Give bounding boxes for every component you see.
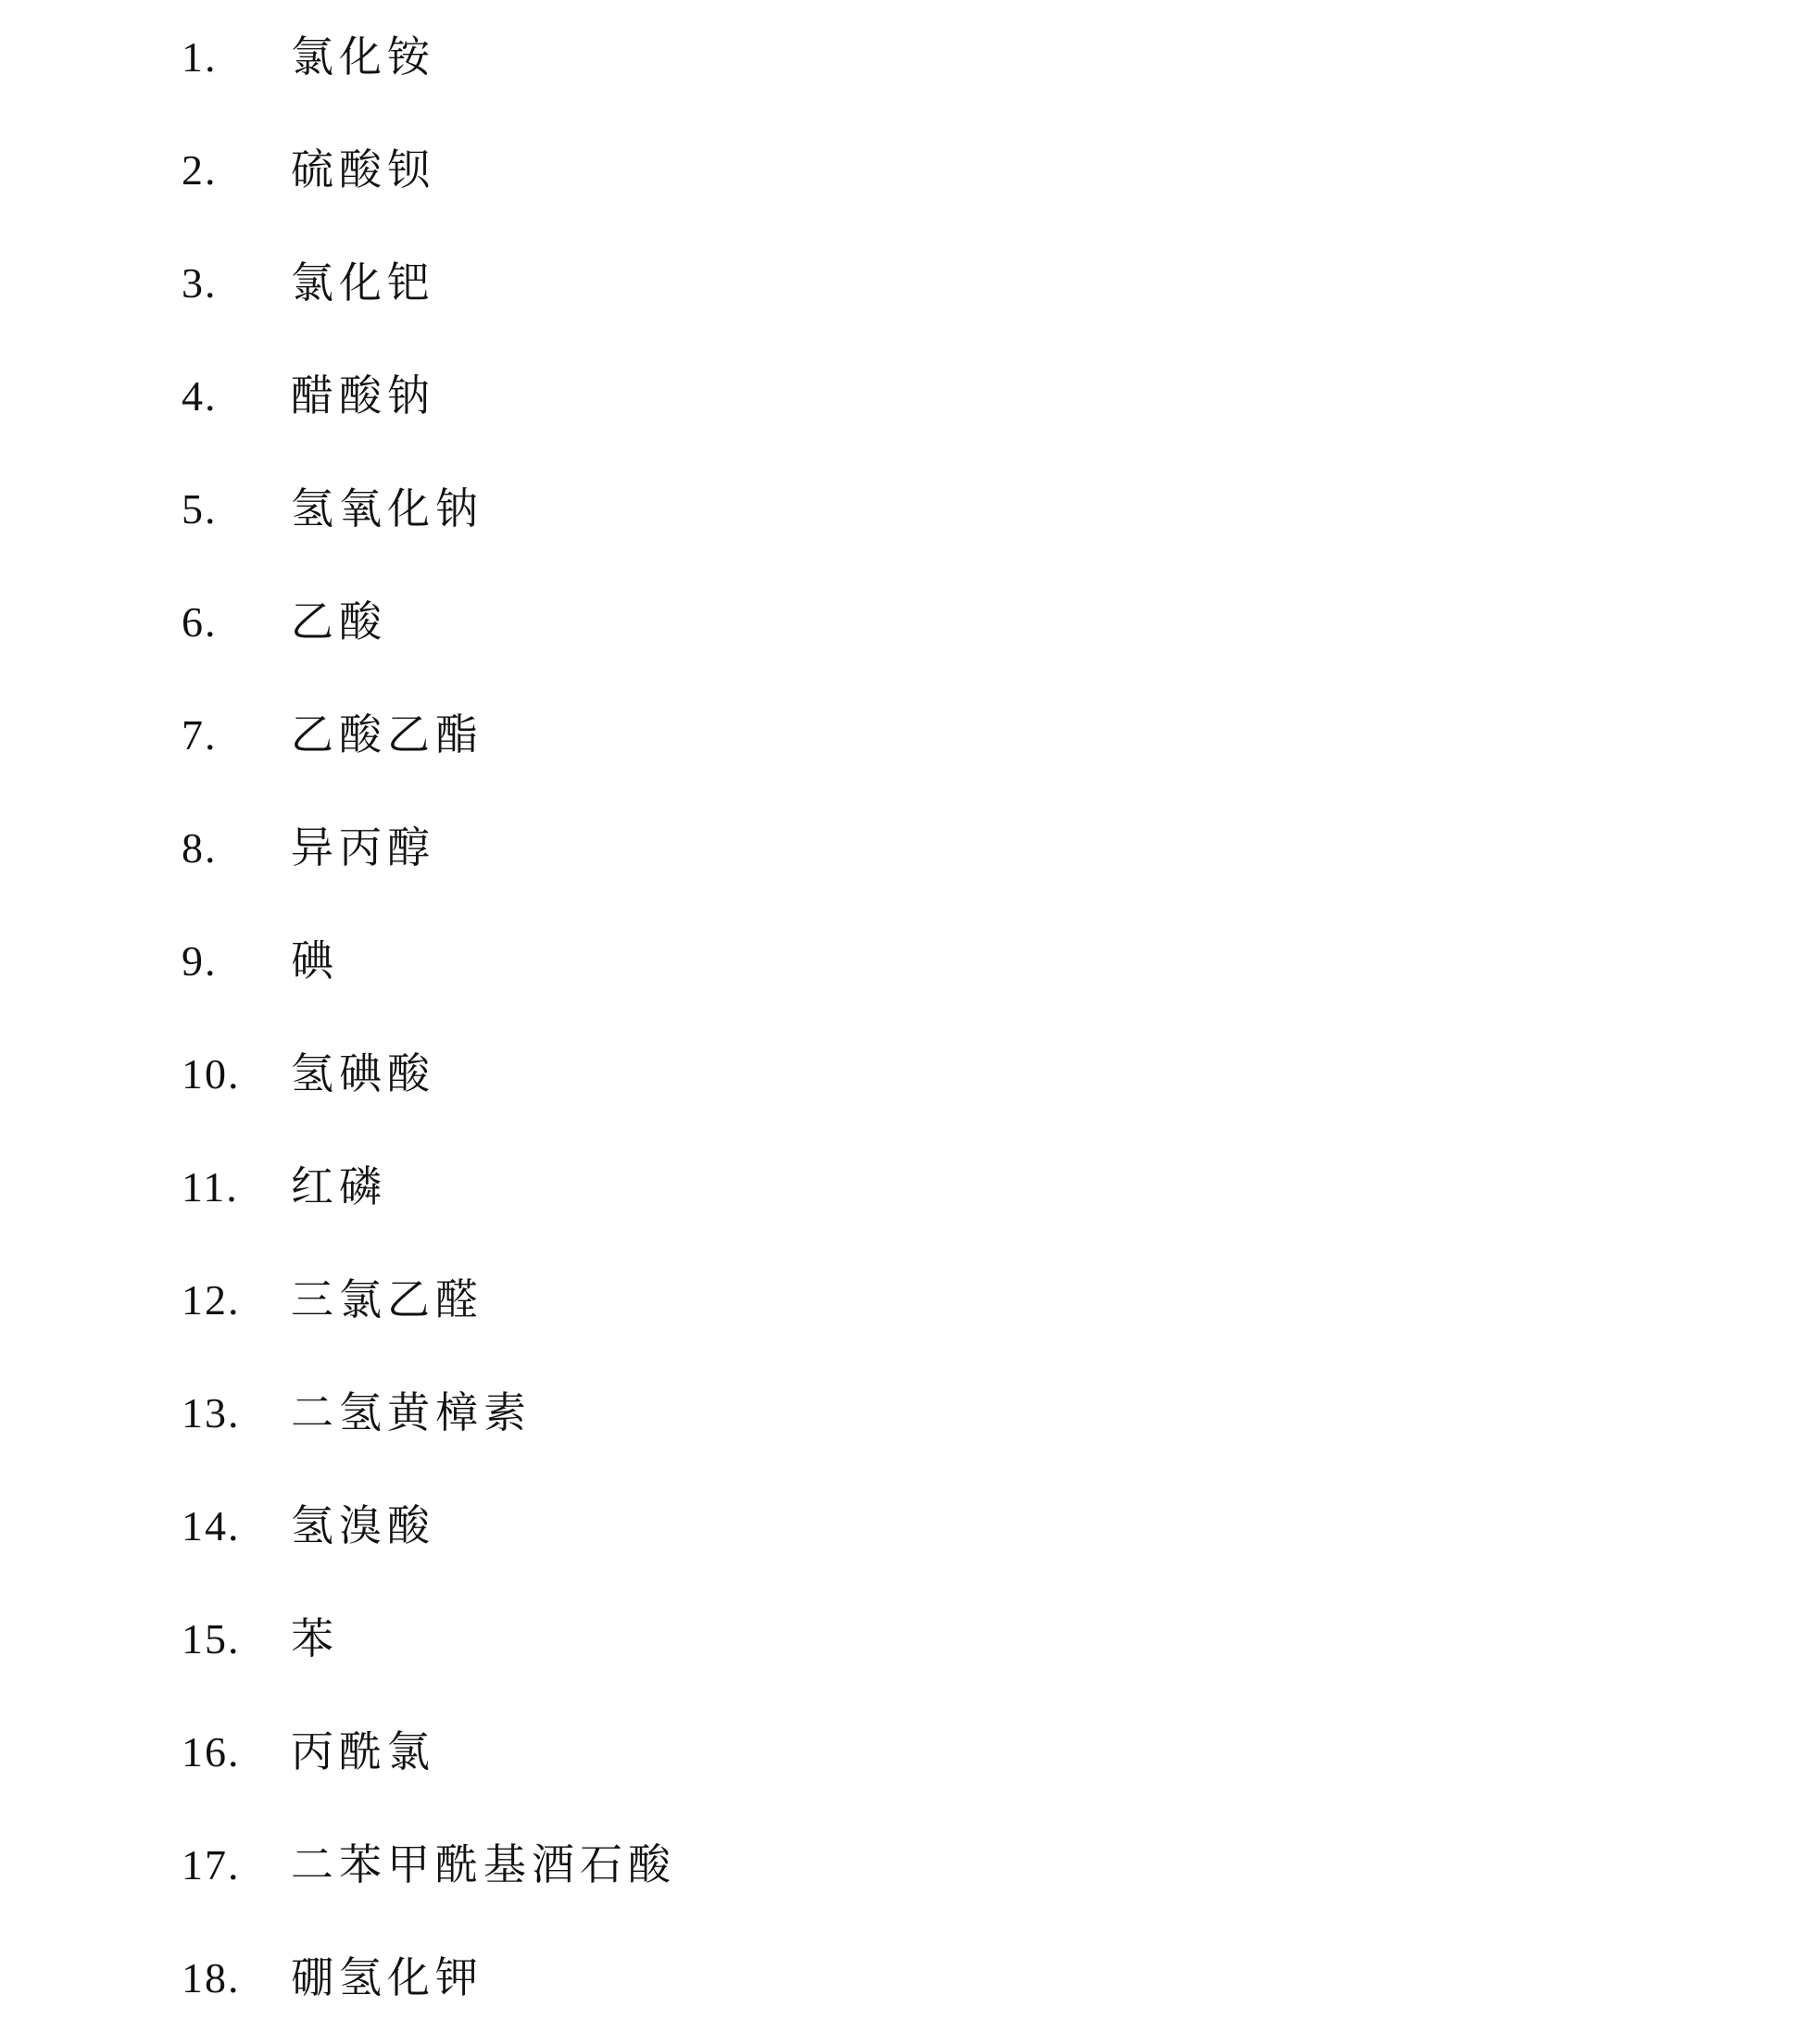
list-item: [182, 1921, 1663, 2020]
list-item: [182, 1356, 1663, 1469]
list-item-label: 氯化铵: [291, 31, 435, 82]
list-item: [182, 452, 1663, 565]
list-item-number: 16.: [182, 1728, 241, 1775]
list-item: [182, 904, 1663, 1017]
list-item-number: 12.: [182, 1276, 241, 1324]
list-item: [182, 565, 1663, 678]
list-item-label: 氢氧化钠: [291, 483, 483, 533]
list-item: [182, 113, 1663, 226]
list-item-number: 8.: [182, 824, 218, 872]
list-item: [182, 0, 1663, 113]
list-item-label: 乙酸: [291, 596, 387, 646]
list-item-number: 11.: [182, 1163, 239, 1211]
list-item: [182, 1017, 1663, 1130]
list-item-number: 1.: [182, 33, 218, 81]
list-item-number: 9.: [182, 937, 218, 985]
list-item: [182, 339, 1663, 452]
list-item: [182, 1808, 1663, 1921]
list-item-label: 红磷: [291, 1161, 387, 1211]
list-item-label: 二苯甲酰基酒石酸: [291, 1839, 676, 1889]
list-item-label: 氢碘酸: [291, 1048, 435, 1098]
list-item-label: 氢溴酸: [291, 1500, 435, 1550]
list-item-number: 18.: [182, 1954, 241, 2001]
list-item: [182, 226, 1663, 339]
list-item-number: 4.: [182, 372, 218, 420]
list-item-number: 6.: [182, 598, 218, 646]
list-item-number: 7.: [182, 711, 218, 759]
list-item-label: 异丙醇: [291, 822, 435, 872]
list-item: [182, 1243, 1663, 1356]
list-item-number: 17.: [182, 1841, 241, 1888]
list-item-label: 二氢黄樟素: [291, 1387, 532, 1437]
list-item-label: 乙酸乙酯: [291, 709, 483, 759]
chemical-list: [182, 0, 1663, 2020]
list-item: [182, 1469, 1663, 1582]
list-item: [182, 1582, 1663, 1695]
list-item-label: 硫酸钡: [291, 144, 435, 194]
list-item-label: 醋酸钠: [291, 370, 435, 420]
list-item-number: 15.: [182, 1615, 241, 1662]
list-item-label: 硼氢化钾: [291, 1952, 483, 2002]
list-item-number: 10.: [182, 1050, 241, 1098]
list-item-label: 氯化钯: [291, 257, 435, 307]
list-item-label: 三氯乙醛: [291, 1274, 483, 1324]
list-item: [182, 791, 1663, 904]
list-item-number: 13.: [182, 1389, 241, 1437]
list-item: [182, 678, 1663, 791]
list-item: [182, 1695, 1663, 1808]
list-item: [182, 1130, 1663, 1243]
list-item-label: 苯: [291, 1613, 339, 1663]
document-body: [182, 0, 1663, 2020]
list-item-label: 碘: [291, 935, 339, 985]
list-item-label: 丙酰氯: [291, 1726, 435, 1776]
list-item-number: 3.: [182, 259, 218, 307]
list-item-number: 5.: [182, 485, 218, 533]
list-item-number: 14.: [182, 1502, 241, 1550]
list-item-number: 2.: [182, 146, 218, 194]
